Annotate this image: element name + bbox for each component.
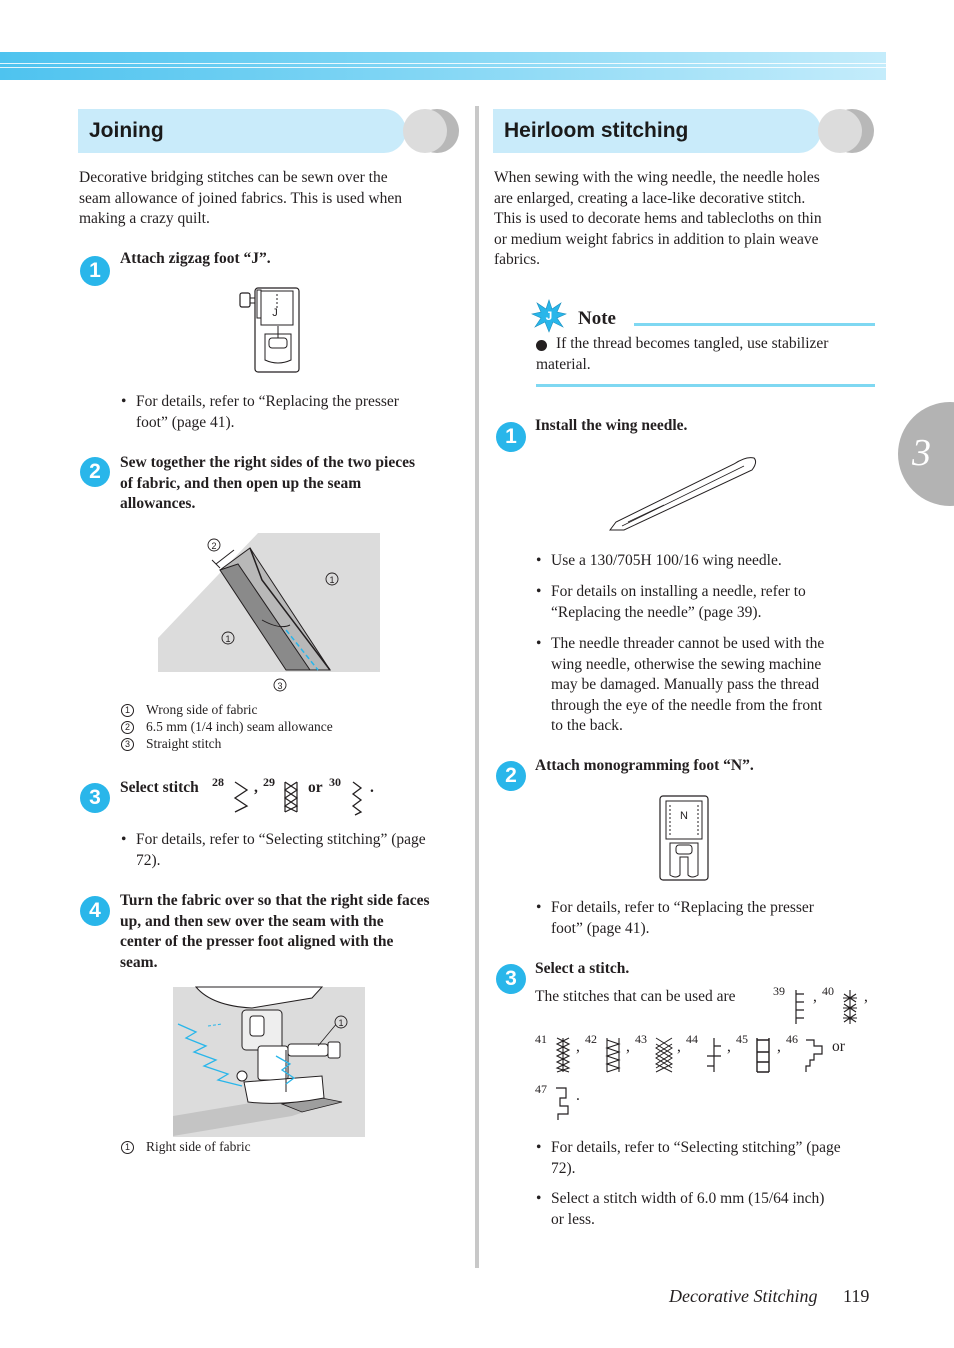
step-title-line: Turn the fabric over so that the right side faces xyxy=(120,892,430,909)
separator: , xyxy=(813,988,817,1005)
bullet-item xyxy=(121,392,476,433)
legend-text: Straight stitch xyxy=(146,736,222,751)
bullet-line: may be damaged. Manually pass the thread xyxy=(551,676,820,693)
stitch-number: 45 xyxy=(736,1032,748,1046)
note-text-line: material. xyxy=(536,355,591,373)
stitch-number: 42 xyxy=(585,1032,597,1046)
legend-number: 2 xyxy=(121,721,134,734)
stitch-number: 47 xyxy=(535,1082,547,1096)
step-number: 3 xyxy=(496,964,526,994)
bullet-line: • For details on installing a needle, refer to xyxy=(551,583,806,600)
joining-title: Joining xyxy=(89,119,164,142)
bullet-line: or less. xyxy=(551,1210,595,1228)
step-title-line: Sew together the right sides of the two pieces xyxy=(120,454,416,471)
bullet-item xyxy=(121,830,481,871)
step-title-line: seam. xyxy=(120,953,158,971)
stitch-41-icon[interactable] xyxy=(554,1036,572,1074)
period: . xyxy=(576,1087,580,1104)
note-icon xyxy=(531,299,567,333)
step-number: 2 xyxy=(496,761,526,791)
note-text-line: If the thread becomes tangled, use stabilizer xyxy=(556,335,829,352)
separator: , xyxy=(777,1038,781,1055)
stitch-43-icon[interactable] xyxy=(654,1036,674,1074)
foot-letter-n: N xyxy=(680,810,688,822)
note-bullet-dot xyxy=(536,340,547,351)
stitch-number: 44 xyxy=(686,1032,698,1046)
legend-item xyxy=(121,718,461,735)
note-top-rule xyxy=(634,323,875,326)
separator: , xyxy=(677,1038,681,1055)
bullet-line: • For details, refer to “Replacing the presser xyxy=(136,393,399,410)
svg-text:3: 3 xyxy=(277,681,283,691)
heirloom-intro-line: fabrics. xyxy=(494,251,541,268)
step-title: Select stitch xyxy=(120,779,199,796)
heirloom-title: Heirloom stitching xyxy=(504,119,689,142)
step-title xyxy=(120,453,465,515)
bullet-line: through the eye of the needle from the front xyxy=(551,696,823,714)
bullet-line: wing needle, otherwise the sewing machine xyxy=(551,655,822,673)
step-title: Select a stitch. xyxy=(535,960,630,977)
stitch-28-icon[interactable] xyxy=(232,780,250,814)
heirloom-intro-line: or medium weight fabrics in addition to plain weave xyxy=(494,230,819,248)
legend-text: Right side of fabric xyxy=(146,1139,251,1154)
stitch-42-icon[interactable] xyxy=(604,1036,622,1074)
svg-text:1: 1 xyxy=(225,634,231,644)
page-number: 119 xyxy=(843,1286,870,1306)
stitch-number: 29 xyxy=(263,775,275,789)
note-title: Note xyxy=(578,308,616,329)
legend-item xyxy=(121,701,461,718)
heirloom-intro-line: This is used to decorate hems and tablecloths on thin xyxy=(494,210,822,227)
bullet-line: to the back. xyxy=(551,717,623,734)
step-title-line: up, and then sew over the seam with the xyxy=(120,912,384,930)
bullet-item xyxy=(536,1189,896,1230)
sewing-over-seam-illustration xyxy=(172,986,366,1138)
stitch-30-icon[interactable] xyxy=(349,780,365,816)
bullet-item xyxy=(536,1138,896,1179)
bullet-line: • Use a 130/705H 100/16 wing needle. xyxy=(551,552,782,569)
legend-text: Wrong side of fabric xyxy=(146,702,258,717)
step-title-line: center of the presser foot aligned with the xyxy=(120,933,394,950)
step-title: Attach monogramming foot “N”. xyxy=(535,757,754,774)
step-title xyxy=(120,891,465,973)
svg-text:J: J xyxy=(545,309,553,323)
joining-intro xyxy=(79,168,469,230)
step-number: 4 xyxy=(80,896,110,926)
step-title-line: allowances. xyxy=(120,495,196,512)
foot-letter-j: J xyxy=(272,307,278,319)
bullet-line: • For details, refer to “Replacing the presser xyxy=(551,899,814,916)
stitch-number: 39 xyxy=(773,984,785,998)
bullet-item xyxy=(536,898,896,939)
svg-text:1: 1 xyxy=(338,1018,344,1028)
svg-text:1: 1 xyxy=(329,575,335,585)
legend-number: 3 xyxy=(121,738,134,751)
top-banner xyxy=(0,52,886,80)
separator: , xyxy=(626,1038,630,1055)
bullet-line: foot” (page 41). xyxy=(551,919,650,937)
stitch-39-icon[interactable] xyxy=(792,988,808,1026)
bullet-line: • Select a stitch width of 6.0 mm (15/64 inch) xyxy=(551,1190,825,1207)
joining-intro-line: seam allowance of joined fabrics. This is used when xyxy=(79,189,402,207)
bullet-line: 72). xyxy=(551,1159,576,1177)
stitch-number: 43 xyxy=(635,1032,647,1046)
stitch-45-icon[interactable] xyxy=(754,1036,772,1074)
zigzag-foot-j-illustration xyxy=(236,286,306,376)
note-text xyxy=(536,334,876,375)
chapter-tab[interactable] xyxy=(898,402,954,506)
separator: , xyxy=(864,988,868,1005)
step-number: 1 xyxy=(496,422,526,452)
heirloom-intro-line: are enlarged, creating a lace-like decorative stitch. xyxy=(494,189,806,207)
stitch-46-icon[interactable] xyxy=(804,1036,824,1074)
heirloom-header-decoration xyxy=(818,109,874,153)
heirloom-intro xyxy=(494,168,884,271)
separator: or xyxy=(308,779,323,796)
figure-legend xyxy=(121,701,461,752)
separator: or xyxy=(832,1038,845,1055)
legend-number: 1 xyxy=(121,1141,134,1154)
step-title-line: of fabric, and then open up the seam xyxy=(120,474,362,492)
joining-header-decoration xyxy=(403,109,459,153)
seam-allowance-illustration xyxy=(150,530,390,698)
step-title: Attach zigzag foot “J”. xyxy=(120,250,271,267)
separator: , xyxy=(727,1038,731,1055)
step-number: 3 xyxy=(80,783,110,813)
bullet-line: 72). xyxy=(136,851,161,869)
separator: , xyxy=(254,779,258,796)
legend-item xyxy=(121,1138,461,1155)
bullet-item xyxy=(536,582,896,623)
bullet-item xyxy=(536,634,896,737)
step-number: 2 xyxy=(80,457,110,487)
footer-section-title: Decorative Stitching xyxy=(669,1286,818,1306)
stitch-intro-text: The stitches that can be used are xyxy=(535,988,736,1005)
stitch-number: 41 xyxy=(535,1032,547,1046)
heirloom-intro-line: When sewing with the wing needle, the needle holes xyxy=(494,169,820,186)
bullet-line: foot” (page 41). xyxy=(136,413,235,431)
bullet-line: • For details, refer to “Selecting stitching” (page xyxy=(551,1139,841,1156)
separator: , xyxy=(576,1038,580,1055)
wing-needle-illustration xyxy=(604,452,764,536)
step-title: Install the wing needle. xyxy=(535,417,688,434)
bullet-line: • For details, refer to “Selecting stitching” (page xyxy=(136,831,426,848)
svg-text:2: 2 xyxy=(211,541,217,551)
legend-text: 6.5 mm (1/4 inch) seam allowance xyxy=(146,719,333,734)
heirloom-header xyxy=(493,109,821,153)
joining-header xyxy=(78,109,406,153)
bullet-item xyxy=(536,551,896,572)
bullet-line: “Replacing the needle” (page 39). xyxy=(551,603,762,621)
stitch-44-icon[interactable] xyxy=(705,1036,723,1074)
figure-legend xyxy=(121,1138,461,1155)
stitch-number: 30 xyxy=(329,775,341,789)
column-divider xyxy=(475,106,479,1268)
step-number: 1 xyxy=(80,256,110,286)
legend-number: 1 xyxy=(121,704,134,717)
period: . xyxy=(370,779,374,796)
chapter-number: 3 xyxy=(912,432,931,474)
stitch-29-icon[interactable] xyxy=(282,780,300,814)
bullet-line: • The needle threader cannot be used with the xyxy=(551,635,825,652)
stitch-47-icon[interactable] xyxy=(554,1084,572,1122)
monogramming-foot-n-illustration xyxy=(656,793,712,883)
joining-intro-line: Decorative bridging stitches can be sewn over the xyxy=(79,169,388,186)
stitch-40-icon[interactable] xyxy=(841,988,859,1026)
stitch-number: 46 xyxy=(786,1032,798,1046)
joining-intro-line: making a crazy quilt. xyxy=(79,210,210,227)
stitch-number: 40 xyxy=(822,984,834,998)
stitch-number: 28 xyxy=(212,775,224,789)
note-bottom-rule xyxy=(536,384,875,387)
legend-item xyxy=(121,735,461,752)
